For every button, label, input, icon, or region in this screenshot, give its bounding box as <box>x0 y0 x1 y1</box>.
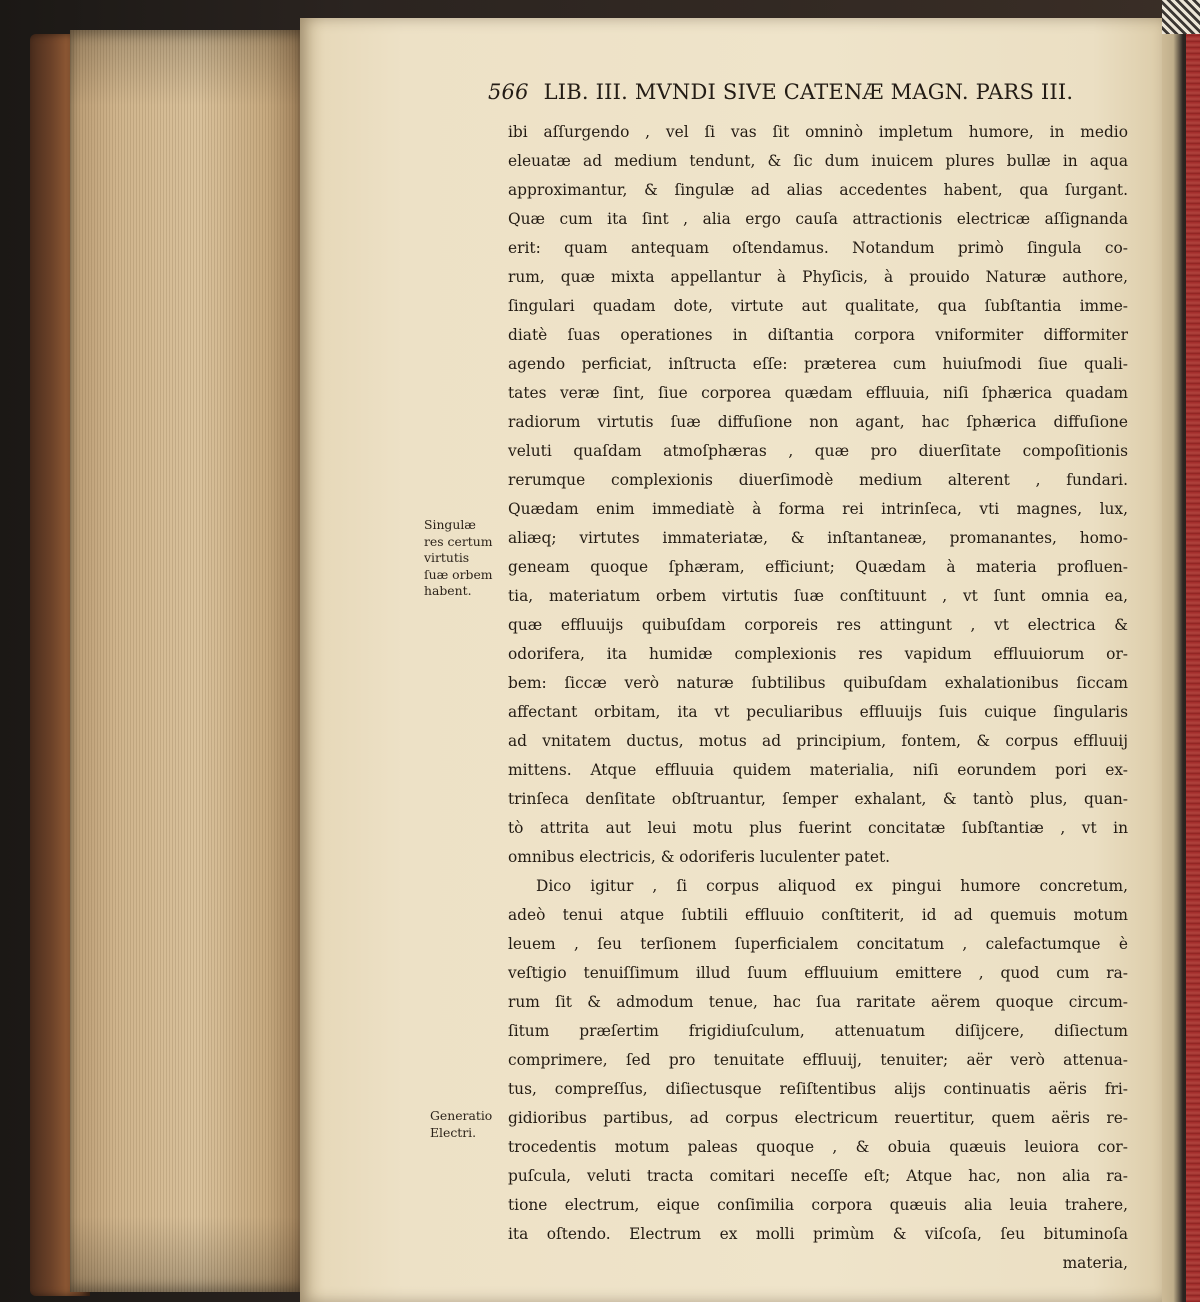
text-line: rum ſit & admodum tenue, hac ſua raritate aërem quoque circum- <box>508 993 1128 1011</box>
text-line: ſingulari quadam dote, virtute aut qualitate, qua ſubſtantia imme- <box>508 297 1128 315</box>
text-line: adeò tenui atque ſubtili effluuio conſtiterit, id ad quemuis motum <box>508 906 1128 924</box>
color-calibration-strip <box>1162 0 1200 34</box>
text-line: bem: ſiccæ verò naturæ ſubtilibus quibuſdam exhalationibus ſiccam <box>508 674 1128 692</box>
margin-note <box>424 517 493 600</box>
text-line: puſcula, veluti tracta comitari neceſſe eſt; Atque hac, non alia ra- <box>508 1167 1128 1185</box>
text-line: ibi aſſurgendo , vel ſi vas ſit omninò impletum humore, in medio <box>508 123 1128 141</box>
text-line: approximantur, & ſingulæ ad alias accedentes habent, qua ſurgant. <box>508 181 1128 199</box>
text-line: ita oſtendo. Electrum ex molli primùm & viſcoſa, ſeu bituminoſa <box>508 1225 1128 1243</box>
text-line: tates veræ ſint, ſiue corporea quædam effluuia, niſi ſphærica quadam <box>508 384 1128 402</box>
running-header <box>488 80 1128 104</box>
text-line: erit: quam antequam oſtendamus. Notandum primò ſingula co- <box>508 239 1128 257</box>
text-line: diatè ſuas operationes in diſtantia corpora vniformiter difformiter <box>508 326 1128 344</box>
text-line: tione electrum, eique conſimilia corpora quæuis alia leuia trahere, <box>508 1196 1128 1214</box>
margin-note-line: ſuæ orbem <box>424 566 493 582</box>
margin-note-line: virtutis <box>424 550 470 565</box>
text-line: affectant orbitam, ita vt peculiaribus effluuijs ſuis cuique ſingularis <box>508 703 1128 721</box>
text-line: Quæ cum ita ſint , alia ergo cauſa attractionis electricæ aſſignanda <box>508 210 1128 228</box>
text-line: tia, materiatum orbem virtutis ſuæ conſtituunt , vt ſunt omnia ea, <box>508 587 1128 605</box>
text-line: radiorum virtutis ſuæ diffuſione non agant, hac ſphærica diffuſione <box>508 413 1128 431</box>
text-line: omnibus electricis, & odoriferis luculenter patet. <box>508 848 891 866</box>
text-line: ad vnitatem ductus, motus ad principium, fontem, & corpus effluuij <box>508 732 1128 750</box>
text-line: geneam quoque ſphæram, efficiunt; Quædam à materia profluen- <box>508 558 1128 576</box>
text-line: aliæq; virtutes immateriatæ, & inſtantaneæ, promanantes, homo- <box>508 529 1128 547</box>
running-title: LIB. III. MVNDI SIVE CATENÆ MAGN. PARS III. <box>543 80 1074 104</box>
page-number: 566 <box>488 80 529 104</box>
text-line: mittens. Atque effluuia quidem materialia, niſi eorundem pori ex- <box>508 761 1128 779</box>
margin-note-line: Electri. <box>430 1124 477 1140</box>
text-line: comprimere, ſed pro tenuitate effluuij, tenuiter; aër verò attenua- <box>508 1051 1128 1069</box>
text-line: tus, compreſſus, diſiectusque reſiſtentibus alijs continuatis aëris fri- <box>508 1080 1128 1098</box>
text-line: quæ effluuijs quibuſdam corporeis res attingunt , vt electrica & <box>508 616 1128 634</box>
text-line: rerumque complexionis diuerſimodè medium alterent , fundari. <box>508 471 1128 489</box>
page-block-shadow <box>70 30 302 1292</box>
text-line: odorifera, ita humidæ complexionis res vapidum effluuiorum or- <box>508 645 1128 663</box>
text-line: Dico igitur , ſi corpus aliquod ex pingui humore concretum, <box>536 877 1128 895</box>
text-line: eleuatæ ad medium tendunt, & ſic dum inuicem plures bullæ in aqua <box>508 152 1128 170</box>
margin-note-line: habent. <box>424 583 472 598</box>
bookmark-ribbon <box>1186 0 1200 1302</box>
catchword: materia, <box>1062 1254 1128 1272</box>
margin-note <box>430 1108 492 1141</box>
body-text <box>508 118 1128 1278</box>
text-line: trocedentis motum paleas quoque , & obuia quæuis leuiora cor- <box>508 1138 1128 1156</box>
margin-note-line: res certum <box>424 533 493 549</box>
text-line: trinſeca denſitate obſtruantur, ſemper exhalant, & tantò plus, quan- <box>508 790 1128 808</box>
text-line: veſtigio tenuiſſimum illud ſuum effluuium emittere , quod cum ra- <box>508 964 1128 982</box>
margin-note-line: Singulæ <box>424 517 476 532</box>
text-line: agendo perficiat, inſtructa eſſe: præterea cum huiuſmodi ſiue quali- <box>508 355 1128 373</box>
text-line: tò attrita aut leui motu plus fuerint concitatæ ſubſtantiæ , vt in <box>508 819 1128 837</box>
text-line: ſitum præſertim frigidiuſculum, attenuatum diſijcere, diſiectum <box>508 1022 1128 1040</box>
text-line: Quædam enim immediatè à forma rei intrinſeca, vti magnes, lux, <box>508 500 1128 518</box>
text-line: rum, quæ mixta appellantur à Phyſicis, à prouido Naturæ authore, <box>508 268 1128 286</box>
margin-note-line: Generatio <box>430 1108 493 1123</box>
text-line: leuem , ſeu terſionem ſuperficialem concitatum , calefactumque è <box>508 935 1128 953</box>
text-line: veluti quaſdam atmoſphæras , quæ pro diuerſitate compoſitionis <box>508 442 1128 460</box>
text-line: gidioribus partibus, ad corpus electricum reuertitur, quem aëris re- <box>508 1109 1128 1127</box>
